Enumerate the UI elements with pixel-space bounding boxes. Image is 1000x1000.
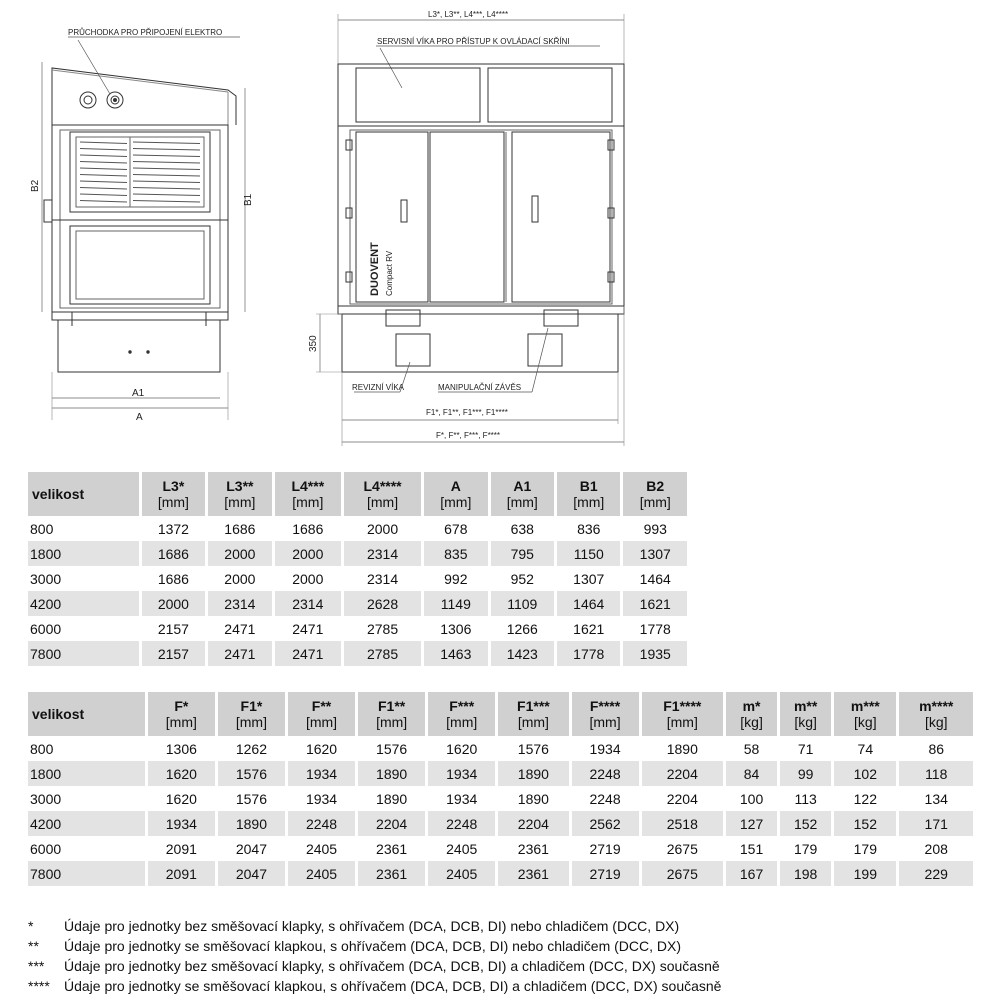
value-cell: 74 xyxy=(833,736,898,761)
footnote-mark: **** xyxy=(28,978,50,994)
value-cell: 1306 xyxy=(146,736,216,761)
value-cell: 100 xyxy=(725,786,779,811)
value-cell: 1686 xyxy=(140,541,206,566)
size-cell: 800 xyxy=(28,736,146,761)
column-header-unit: [mm] xyxy=(292,494,324,510)
value-cell: 2785 xyxy=(343,616,423,641)
table-row xyxy=(28,641,689,666)
column-header xyxy=(725,692,779,736)
value-cell: 2518 xyxy=(640,811,724,836)
value-cell: 171 xyxy=(898,811,975,836)
inspection-lids-label: REVIZNÍ VÍKA xyxy=(352,383,405,392)
value-cell: 2471 xyxy=(273,616,342,641)
value-cell: 2314 xyxy=(343,566,423,591)
column-header xyxy=(427,692,497,736)
column-header-unit: [mm] xyxy=(376,714,408,730)
value-cell: 1109 xyxy=(489,591,555,616)
value-cell: 2000 xyxy=(207,541,273,566)
column-header xyxy=(570,692,640,736)
value-cell: 2000 xyxy=(207,566,273,591)
value-cell: 1463 xyxy=(423,641,489,666)
value-cell: 678 xyxy=(423,516,489,541)
value-cell: 1150 xyxy=(556,541,622,566)
value-cell: 199 xyxy=(833,861,898,886)
column-header xyxy=(286,692,356,736)
value-cell: 795 xyxy=(489,541,555,566)
louver-slat xyxy=(80,149,127,151)
value-cell: 1576 xyxy=(216,786,286,811)
value-cell: 152 xyxy=(779,811,833,836)
table-row xyxy=(28,861,975,886)
value-cell: 1686 xyxy=(207,516,273,541)
value-cell: 86 xyxy=(898,736,975,761)
value-cell: 2471 xyxy=(207,641,273,666)
table-header-row xyxy=(28,692,975,736)
value-cell: 1686 xyxy=(273,516,342,541)
column-header xyxy=(489,472,555,516)
column-header-name: A xyxy=(450,478,461,494)
value-cell: 2361 xyxy=(497,861,570,886)
column-header-name: F1*** xyxy=(517,698,550,714)
louver-slat xyxy=(80,188,127,190)
louver-slat xyxy=(133,168,200,170)
column-header xyxy=(497,692,570,736)
louver-slat xyxy=(80,168,127,170)
value-cell: 2675 xyxy=(640,861,724,886)
front-view xyxy=(316,14,624,446)
footnote xyxy=(28,916,721,936)
value-cell: 2361 xyxy=(357,836,427,861)
value-cell: 2091 xyxy=(146,836,216,861)
value-cell: 2405 xyxy=(286,861,356,886)
column-header-name: L4*** xyxy=(291,478,325,494)
footnote-mark: *** xyxy=(28,958,45,974)
louver-slat xyxy=(133,201,200,203)
value-cell: 127 xyxy=(725,811,779,836)
value-cell: 99 xyxy=(779,761,833,786)
value-cell: 122 xyxy=(833,786,898,811)
value-cell: 58 xyxy=(725,736,779,761)
table-row xyxy=(28,591,689,616)
dim-b2-label: B2 xyxy=(30,179,41,192)
size-cell: 800 xyxy=(28,516,140,541)
value-cell: 2361 xyxy=(497,836,570,861)
column-header-unit: [kg] xyxy=(740,714,763,730)
louver-slat xyxy=(80,155,127,157)
value-cell: 1621 xyxy=(622,591,689,616)
side-view xyxy=(42,37,245,420)
footnote-mark: ** xyxy=(28,938,39,954)
table-header-row xyxy=(28,472,689,516)
value-cell: 1464 xyxy=(556,591,622,616)
column-header-unit: [mm] xyxy=(157,494,189,510)
size-cell: 7800 xyxy=(28,861,146,886)
value-cell: 2000 xyxy=(140,591,206,616)
technical-drawing xyxy=(0,0,1000,460)
column-header-name: F1** xyxy=(378,698,406,714)
column-header xyxy=(779,692,833,736)
column-header-unit: [mm] xyxy=(165,714,197,730)
value-cell: 1934 xyxy=(146,811,216,836)
value-cell: 2157 xyxy=(140,641,206,666)
column-header-name: B1 xyxy=(579,478,598,494)
dim-b1-label: B1 xyxy=(243,193,254,206)
column-header xyxy=(207,472,273,516)
value-cell: 1935 xyxy=(622,641,689,666)
louver-slat xyxy=(133,162,200,164)
value-cell: 1464 xyxy=(622,566,689,591)
column-header-unit: [mm] xyxy=(639,494,671,510)
louver-slat xyxy=(133,194,200,196)
footnote-text: Údaje pro jednotky se směšovací klapkou, s ohřívačem (DCA, DCB, DI) nebo chladičem (DCC, DX) xyxy=(64,938,681,954)
column-header xyxy=(357,692,427,736)
model-label: Compact RV xyxy=(385,250,394,296)
louver-slat xyxy=(80,201,127,203)
column-header-unit: [kg] xyxy=(924,714,948,730)
value-cell: 2248 xyxy=(570,786,640,811)
value-cell: 134 xyxy=(898,786,975,811)
dim-f1-label: F1*, F1**, F1***, F1**** xyxy=(426,408,508,417)
value-cell: 2471 xyxy=(207,616,273,641)
size-cell: 3000 xyxy=(28,566,140,591)
column-header-name: m**** xyxy=(919,698,954,714)
value-cell: 1890 xyxy=(216,811,286,836)
floor-mass-table xyxy=(28,692,976,886)
value-cell: 2204 xyxy=(640,761,724,786)
louver-slat xyxy=(133,188,200,190)
column-header xyxy=(622,472,689,516)
louver-slat xyxy=(80,162,127,164)
value-cell: 2562 xyxy=(570,811,640,836)
column-header-unit: [mm] xyxy=(506,494,538,510)
value-cell: 2047 xyxy=(216,836,286,861)
louver-slat xyxy=(133,155,200,157)
top-dim-label: L3*, L3**, L4***, L4**** xyxy=(428,10,509,19)
lifting-hook-label: MANIPULAČNÍ ZÁVĚS xyxy=(438,383,522,392)
value-cell: 993 xyxy=(622,516,689,541)
value-cell: 1890 xyxy=(357,761,427,786)
table-row xyxy=(28,811,975,836)
column-header xyxy=(833,692,898,736)
column-header xyxy=(556,472,622,516)
footnotes xyxy=(28,916,721,996)
column-header-name: velikost xyxy=(32,486,85,502)
column-header-name: F** xyxy=(311,698,332,714)
column-header-name: L3** xyxy=(226,478,254,494)
value-cell: 1307 xyxy=(556,566,622,591)
column-header xyxy=(640,692,724,736)
louver-slat xyxy=(133,149,200,151)
value-cell: 2361 xyxy=(357,861,427,886)
value-cell: 836 xyxy=(556,516,622,541)
size-cell: 7800 xyxy=(28,641,140,666)
column-header-unit: [mm] xyxy=(367,494,399,510)
value-cell: 2204 xyxy=(357,811,427,836)
value-cell: 113 xyxy=(779,786,833,811)
value-cell: 2719 xyxy=(570,836,640,861)
value-cell: 2628 xyxy=(343,591,423,616)
column-header xyxy=(28,692,146,736)
column-header xyxy=(140,472,206,516)
footnote-text: Údaje pro jednotky se směšovací klapkou, s ohřívačem (DCA, DCB, DI) a chladičem (DCC, DX) současně xyxy=(64,978,722,994)
dim-f-label: F*, F**, F***, F**** xyxy=(436,431,501,440)
value-cell: 1890 xyxy=(497,786,570,811)
value-cell: 118 xyxy=(898,761,975,786)
footnote-text: Údaje pro jednotky bez směšovací klapky, s ohřívačem (DCA, DCB, DI) a chladičem (DCC, DX) současně xyxy=(64,958,720,974)
value-cell: 208 xyxy=(898,836,975,861)
value-cell: 2204 xyxy=(640,786,724,811)
value-cell: 952 xyxy=(489,566,555,591)
value-cell: 2047 xyxy=(216,861,286,886)
value-cell: 1778 xyxy=(622,616,689,641)
value-cell: 1934 xyxy=(570,736,640,761)
column-header-name: F1**** xyxy=(663,698,702,714)
value-cell: 151 xyxy=(725,836,779,861)
value-cell: 1890 xyxy=(497,761,570,786)
dim-a1-label: A1 xyxy=(132,388,145,399)
value-cell: 102 xyxy=(833,761,898,786)
column-header-unit: [mm] xyxy=(666,714,698,730)
column-header-name: A1 xyxy=(513,478,532,494)
column-header-unit: [mm] xyxy=(589,714,621,730)
value-cell: 1890 xyxy=(357,786,427,811)
value-cell: 2000 xyxy=(273,566,342,591)
column-header-unit: [mm] xyxy=(235,714,267,730)
value-cell: 2248 xyxy=(427,811,497,836)
value-cell: 1306 xyxy=(423,616,489,641)
column-header-name: m** xyxy=(793,698,818,714)
column-header-name: L4**** xyxy=(363,478,402,494)
value-cell: 84 xyxy=(725,761,779,786)
column-header xyxy=(423,472,489,516)
value-cell: 1620 xyxy=(286,736,356,761)
value-cell: 1934 xyxy=(427,761,497,786)
value-cell: 1934 xyxy=(286,761,356,786)
louver-slat xyxy=(133,142,200,144)
table-row xyxy=(28,616,689,641)
value-cell: 2405 xyxy=(286,836,356,861)
column-header-unit: [mm] xyxy=(573,494,605,510)
column-header-name: L3* xyxy=(162,478,185,494)
footnote xyxy=(28,956,721,976)
value-cell: 179 xyxy=(833,836,898,861)
column-header-unit: [mm] xyxy=(440,494,472,510)
size-cell: 6000 xyxy=(28,616,140,641)
value-cell: 1149 xyxy=(423,591,489,616)
column-header-name: m*** xyxy=(850,698,880,714)
size-cell: 4200 xyxy=(28,811,146,836)
table-row xyxy=(28,516,689,541)
dimensions-table xyxy=(28,472,690,666)
value-cell: 1576 xyxy=(216,761,286,786)
value-cell: 2157 xyxy=(140,616,206,641)
value-cell: 1620 xyxy=(146,761,216,786)
value-cell: 1620 xyxy=(146,786,216,811)
footnote xyxy=(28,936,721,956)
value-cell: 229 xyxy=(898,861,975,886)
value-cell: 1934 xyxy=(286,786,356,811)
footnote-mark: * xyxy=(28,918,34,934)
value-cell: 2675 xyxy=(640,836,724,861)
value-cell: 992 xyxy=(423,566,489,591)
value-cell: 2471 xyxy=(273,641,342,666)
value-cell: 198 xyxy=(779,861,833,886)
column-header-name: m* xyxy=(742,698,761,714)
value-cell: 2785 xyxy=(343,641,423,666)
column-header-name: velikost xyxy=(32,706,85,722)
value-cell: 1307 xyxy=(622,541,689,566)
table-row xyxy=(28,836,975,861)
column-header-unit: [kg] xyxy=(794,714,817,730)
cable-entry-label: PRŮCHODKA PRO PŘIPOJENÍ ELEKTRO xyxy=(68,28,223,37)
footnote-text: Údaje pro jednotky bez směšovací klapky, s ohřívačem (DCA, DCB, DI) nebo chladičem (DCC, DX) xyxy=(64,918,680,934)
brand-label: DUOVENT xyxy=(369,242,381,296)
value-cell: 1262 xyxy=(216,736,286,761)
size-cell: 1800 xyxy=(28,761,146,786)
table-row xyxy=(28,736,975,761)
value-cell: 1686 xyxy=(140,566,206,591)
service-lids-label: SERVISNÍ VÍKA PRO PŘÍSTUP K OVLÁDACÍ SKŘÍNI xyxy=(377,37,570,46)
value-cell: 2248 xyxy=(570,761,640,786)
table-row xyxy=(28,761,975,786)
column-header xyxy=(28,472,140,516)
value-cell: 1621 xyxy=(556,616,622,641)
column-header-name: F*** xyxy=(449,698,475,714)
column-header-unit: [kg] xyxy=(854,714,877,730)
louver-slat xyxy=(133,181,200,183)
size-cell: 3000 xyxy=(28,786,146,811)
value-cell: 1620 xyxy=(427,736,497,761)
louver-slat xyxy=(80,175,127,177)
footnote xyxy=(28,976,721,996)
value-cell: 2405 xyxy=(427,836,497,861)
dim-350-label: 350 xyxy=(308,335,319,352)
dim-a-label: A xyxy=(136,412,143,423)
table-row xyxy=(28,541,689,566)
value-cell: 1266 xyxy=(489,616,555,641)
value-cell: 1934 xyxy=(427,786,497,811)
value-cell: 2719 xyxy=(570,861,640,886)
value-cell: 2248 xyxy=(286,811,356,836)
louver-slat xyxy=(80,142,127,144)
value-cell: 2000 xyxy=(343,516,423,541)
column-header xyxy=(216,692,286,736)
column-header-name: B2 xyxy=(646,478,665,494)
table-row xyxy=(28,786,975,811)
column-header xyxy=(273,472,342,516)
column-header-unit: [mm] xyxy=(224,494,256,510)
value-cell: 167 xyxy=(725,861,779,886)
value-cell: 2314 xyxy=(207,591,273,616)
value-cell: 1423 xyxy=(489,641,555,666)
value-cell: 2091 xyxy=(146,861,216,886)
value-cell: 2405 xyxy=(427,861,497,886)
column-header xyxy=(898,692,975,736)
value-cell: 2314 xyxy=(273,591,342,616)
column-header-name: F**** xyxy=(589,698,621,714)
value-cell: 1372 xyxy=(140,516,206,541)
value-cell: 1890 xyxy=(640,736,724,761)
connection-port-icon xyxy=(80,92,123,108)
value-cell: 1576 xyxy=(497,736,570,761)
value-cell: 2000 xyxy=(273,541,342,566)
value-cell: 1778 xyxy=(556,641,622,666)
value-cell: 2204 xyxy=(497,811,570,836)
table-row xyxy=(28,566,689,591)
size-cell: 6000 xyxy=(28,836,146,861)
size-cell: 1800 xyxy=(28,541,140,566)
value-cell: 71 xyxy=(779,736,833,761)
value-cell: 2314 xyxy=(343,541,423,566)
column-header xyxy=(343,472,423,516)
louver-slat xyxy=(80,181,127,183)
column-header-name: F* xyxy=(174,698,189,714)
size-cell: 4200 xyxy=(28,591,140,616)
column-header xyxy=(146,692,216,736)
value-cell: 152 xyxy=(833,811,898,836)
value-cell: 638 xyxy=(489,516,555,541)
column-header-unit: [mm] xyxy=(446,714,478,730)
value-cell: 835 xyxy=(423,541,489,566)
value-cell: 179 xyxy=(779,836,833,861)
louver-slat xyxy=(80,194,127,196)
louver-slat xyxy=(133,175,200,177)
column-header-unit: [mm] xyxy=(305,714,338,730)
column-header-name: F1* xyxy=(240,698,263,714)
value-cell: 1576 xyxy=(357,736,427,761)
column-header-unit: [mm] xyxy=(517,714,549,730)
